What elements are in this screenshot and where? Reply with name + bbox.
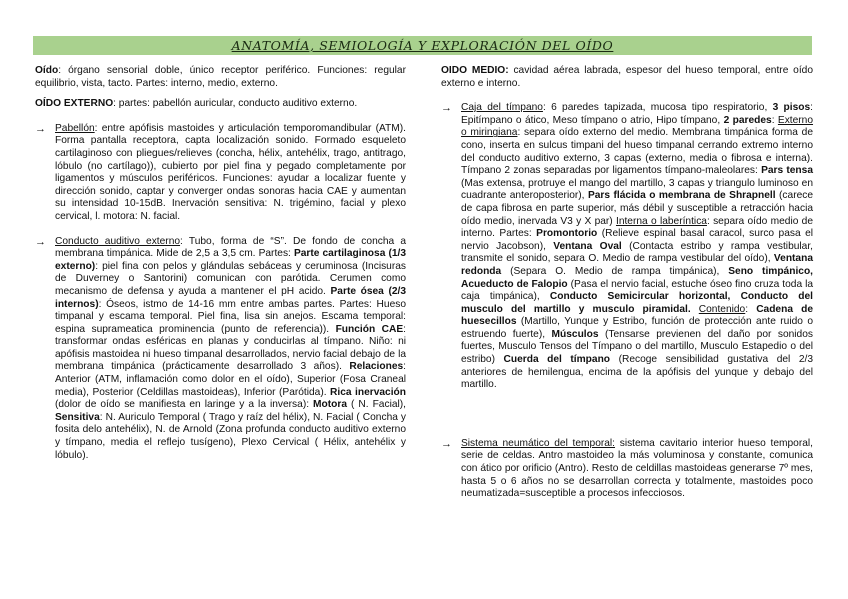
arrow-icon: → — [35, 122, 46, 135]
page-title: ANATOMÍA, SEMIOLOGÍA Y EXPLORACIÓN DEL OÍDO — [231, 38, 614, 53]
pabellon-item: → Pabellón: entre apófisis mastoides y articulación temporomandibular (ATM). Forma pantalla receptora, capta localización sonido. Formado esqueleto cartilaginoso con pliegues/relieves (concha, hélix, antehélix, trago, antitrago, lóbulo (no cartílago)), cubierto por piel fina y pegado completamente por ligamentos y músculos periféricos. Funciones: ayudar a localizar fuente y dirección sonido, captar y converger ondas sonoras hacia CAE y aumentan su intensidad 10-15dB. Inervación sensitiva: N. trigémino, facial y plexo cervical, l. motora: N. facial. — [35, 122, 406, 222]
arrow-icon: → — [441, 102, 452, 115]
caja-timpano-term: Caja del tímpano — [461, 102, 543, 114]
sistema-neumatico-term: Sistema neumático del temporal: — [461, 437, 616, 449]
oido-medio-term: OIDO MEDIO: — [441, 65, 509, 76]
oido-medio-paragraph: OIDO MEDIO: cavidad aérea labrada, espesor del hueso temporal, entre oído externo e interno. — [441, 65, 813, 89]
conducto-term: Conducto auditivo externo — [55, 235, 181, 247]
title-banner — [33, 36, 812, 55]
oido-externo-paragraph: OÍDO EXTERNO: partes: pabellón auricular, conducto auditivo externo. — [35, 98, 358, 110]
left-column — [35, 65, 406, 462]
caja-timpano-item: → Caja del tímpano: 6 paredes tapizada, mucosa tipo respiratorio, 3 pisos: Epitímpano o ático, Meso tímpano o atrio, Hipo tímpano, 2 paredes: Externo o miringiana: separa oído externo del medio. Membrana timpánica forma de cono, inserta en sulcus timpani del hueso timpanal cerrando extremo interno del conducto auditivo externo, 3 capas (externo, media o fibrosa e interna). Tímpano 2 zonas separadas por ligamentos tímpano-maleolares: Pars tensa (Mas extensa, protruye el mango del martillo, 3 capas y triangulo luminoso en cuadrante anteroposterior), Pars flácida o membrana de Shrapnell (carece de capa fibrosa en parte superior, más débil y susceptible a retracción hacia oído medio, inervada V3 y X par) Interna o laberíntica: separa oído medio de interno. Partes: Promontorio (Relieve espinal basal caracol, surco pasa el nervio Jacobson), Ventana Oval (Contacta estribo y rampa vestibular, transmite el sonido, separa O. Medio de rampa vestibular del oído), Ventana redonda (Separa O. Medio de rampa timpánica), Seno timpánico, Acueducto de Falopio (Pasa el nervio facial, estuche óseo fino cruza toda la caja timpánica), Conducto Semicircular horizontal, Conducto del musculo del martillo y musculo piramidal. Contenido: Cadena de huesecillos (Martillo, Yunque y Estribo, función de protección ante ruido o estruendo fuerte), Músculos (Tensarse previenen del daño por sonidos fuertes, Musculo Tensos del Tímpano o del martillo, Musculo Estapedio o del estribo) Cuerda del tímpano (Recoge sensibilidad gustativa del 2/3 anteriores de hemilengua, encima de la apófisis del yunque y debajo del martillo. — [441, 102, 814, 391]
sistema-neumatico-item: → Sistema neumático del temporal: sistema cavitario interior hueso temporal, serie de celdas. Antro mastoideo la más voluminosa y constante, comunica con ático por orificio (Antro). Resto de celdillas mastoideas generarse 7º mes, hasta 5 o 6 años no se desarrollan correcta y totalmente, mastoides poco neumatizada=susceptible a procesos infecciosos. — [441, 437, 813, 500]
right-column — [441, 65, 813, 501]
pabellon-term: Pabellón — [55, 122, 95, 134]
oido-term: Oído — [35, 65, 59, 76]
arrow-icon: → — [441, 437, 452, 450]
conducto-item: → Conducto auditivo externo: Tubo, forma de “S”. De fondo de concha a membrana timpánica. Mide de 2,5 a 3,5 cm. Partes: Parte cartilaginosa (1/3 externo): piel fina con pelos y glándulas sebáceas y ceruminosa (Incisuras de Duverney o Santorini) comunican con parótida. Cerumen como mecanismo de defensa y ayuda a mantener el pH acido. Parte ósea (2/3 internos): Óseos, istmo de 14-16 mm entre ambas partes. Partes: Hueso timpanal y escama temporal. Piel fina, lisa sin anejos. Escama temporal: espina suprameatica prominencia (punto de referencia)). Función CAE: transformar ondas esféricas en planas y conducirlas al tímpano. Niño: ni apófisis mastoidea ni hueso timpanal desarrollados, nervio facial debajo de la membrana timpánica (prácticamente desarrollado 3 años). Relaciones: Anterior (ATM, inflamación como dolor en el oído), Superior (Fosa Craneal media), Posterior (Celdillas mastoideas), Inferior (Parótida). Rica inervación (dolor de oído se manifiesta en laringe y a la inversa): Motora ( N. Facial), Sensitiva: N. Auriculo Temporal ( Trago y raíz del hélix), N. Facial ( Concha y fosita delo antehélix), N. de Arnold (Zona profunda conducto auditivo externo y tímpano, media el reflejo tusígeno), Plexo Cervical ( Hélix, antehélix y lóbulo). — [35, 235, 407, 461]
oido-externo-term: OÍDO EXTERNO — [35, 98, 114, 110]
arrow-icon: → — [35, 235, 46, 248]
oido-paragraph: Oído: órgano sensorial doble, único receptor periférico. Funciones: regular equilibrio, vista, tacto. Partes: interno, medio, externo. — [35, 65, 406, 89]
